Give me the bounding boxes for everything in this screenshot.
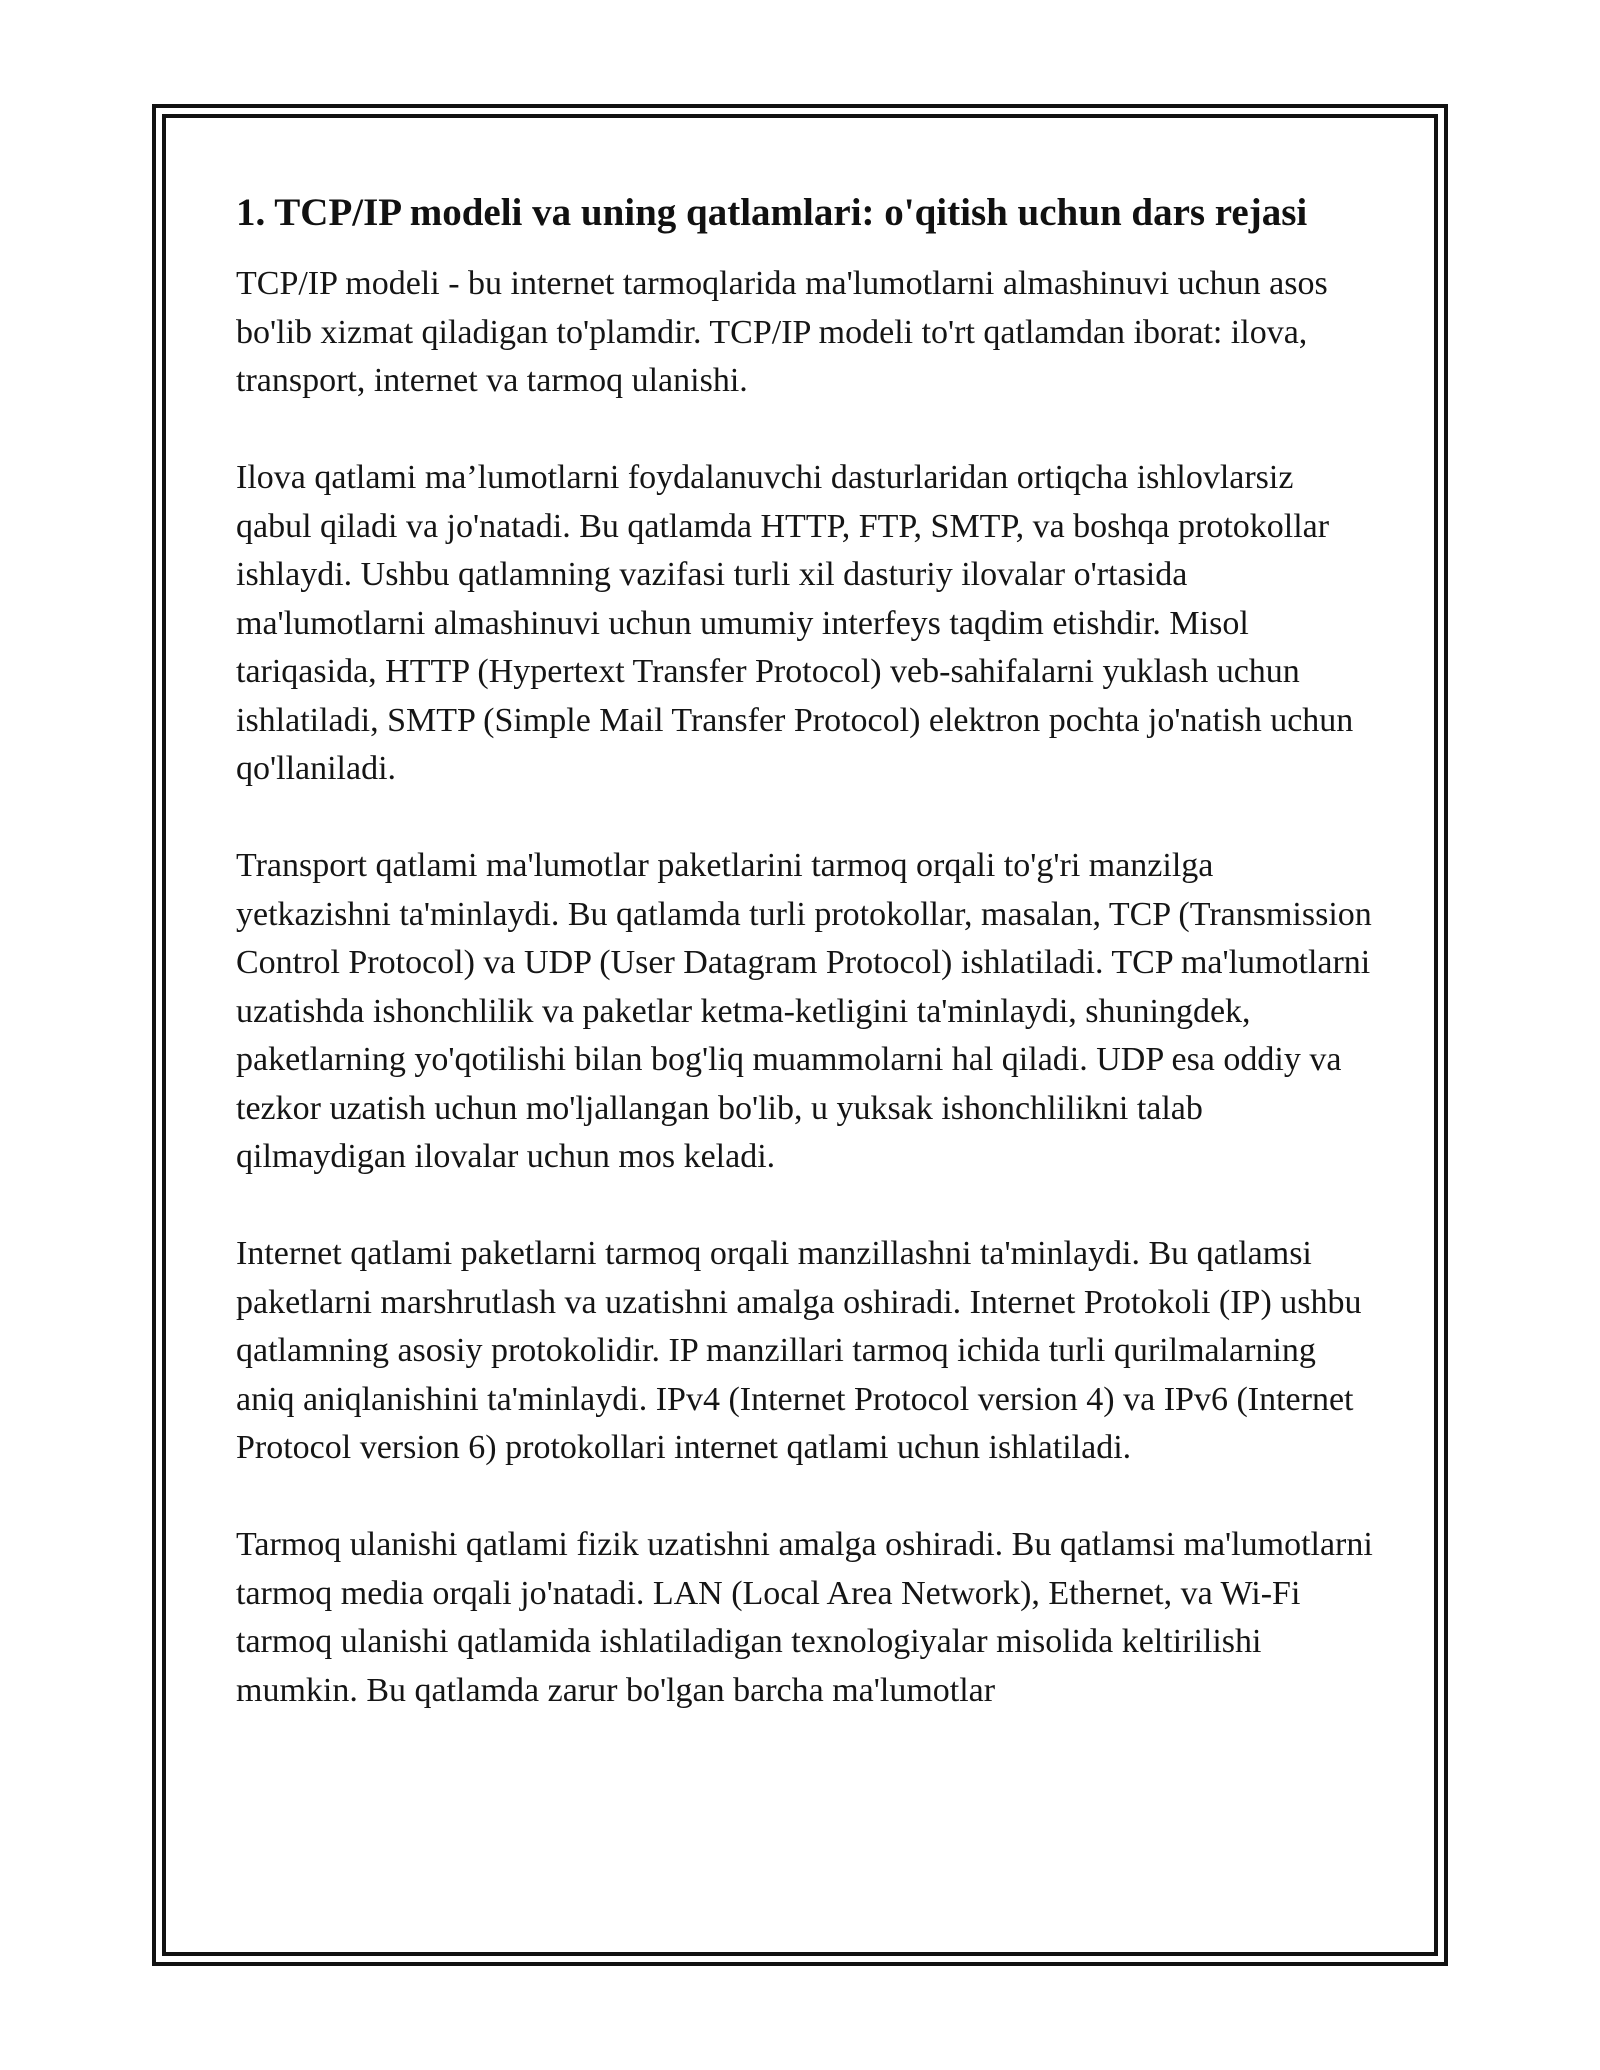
paragraph-network-access-layer: Tarmoq ulanishi qatlami fizik uzatishni amalga oshiradi. Bu qatlamsi ma'lumotlarni tarmoq media orqali jo'natadi. LAN (Local Area Network), Ethernet, va Wi-Fi tarmoq ulanishi qatlamida ishlatiladigan texnologiyalar misolida keltirilishi mumkin. Bu qatlamda zarur bo'lgan barcha ma'lumotlar <box>236 1526 1373 1709</box>
paragraph-intro: TCP/IP modeli - bu internet tarmoqlarida ma'lumotlarni almashinuvi uchun asos bo'lib xizmat qiladigan to'plamdir. TCP/IP modeli to'rt qatlamdan iborat: ilova, transport, internet va tarmoq ulanishi. <box>236 265 1328 399</box>
page-title: 1. TCP/IP modeli va uning qatlamlari: o'qitish uchun dars rejasi <box>236 191 1308 234</box>
paragraph-transport-layer: Transport qatlami ma'lumotlar paketlarini tarmoq orqali to'g'ri manzilga yetkazishni ta'minlaydi. Bu qatlamda turli protokollar, masalan, TCP (Transmission Control Protocol) va UDP (User Datagram Protocol) ishlatiladi. TCP ma'lumotlarni uzatishda ishonchlilik va paketlar ketma-ketligini ta'minlaydi, shuningdek, paketlarning yo'qotilishi bilan bog'liq muammolarni hal qiladi. UDP esa oddiy va tezkor uzatish uchun mo'ljallangan bo'lib, u yuksak ishonchlilikni talab qilmaydigan ilovalar uchun mos keladi. <box>236 847 1372 1175</box>
document-body <box>236 185 1376 1764</box>
paragraph-application-layer: Ilova qatlami ma’lumotlarni foydalanuvchi dasturlaridan ortiqcha ishlovlarsiz qabul qiladi va jo'natadi. Bu qatlamda HTTP, FTP, SMTP, va boshqa protokollar ishlaydi. Ushbu qatlamning vazifasi turli xil dasturiy ilovalar o'rtasida ma'lumotlarni almashinuvi uchun umumiy interfeys taqdim etishdir. Misol tariqasida, HTTP (Hypertext Transfer Protocol) veb-sahifalarni yuklash uchun ishlatiladi, SMTP (Simple Mail Transfer Protocol) elektron pochta jo'natish uchun qo'llaniladi. <box>236 459 1354 787</box>
paragraph-internet-layer: Internet qatlami paketlarni tarmoq orqali manzillashni ta'minlaydi. Bu qatlamsi paketlarni marshrutlash va uzatishni amalga oshiradi. Internet Protokoli (IP) ushbu qatlamning asosiy protokolidir. IP manzillari tarmoq ichida turli qurilmalarning aniq aniqlanishini ta'minlaydi. IPv4 (Internet Protocol version 4) va IPv6 (Internet Protocol version 6) protokollari internet qatlami uchun ishlatiladi. <box>236 1235 1362 1466</box>
